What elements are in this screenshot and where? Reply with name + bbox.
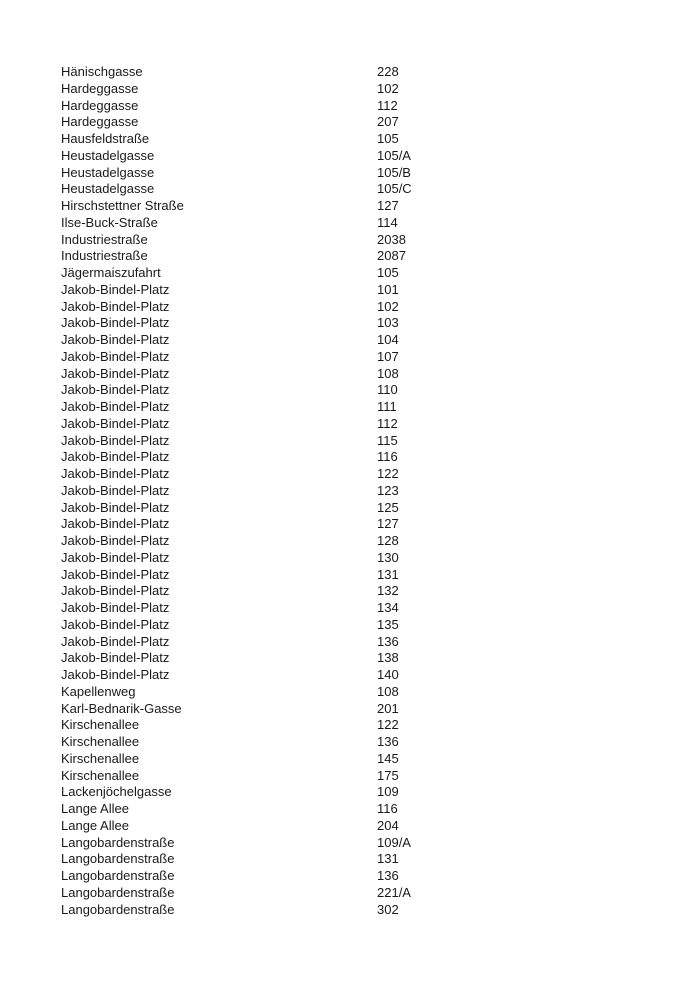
house-number: 115 (377, 432, 398, 448)
address-row (61, 734, 680, 751)
address-row (61, 399, 680, 416)
street-name: Jakob-Bindel-Platz (61, 650, 170, 666)
house-number: 175 (377, 767, 399, 783)
address-row (61, 751, 680, 768)
address-row (61, 181, 680, 198)
house-number: 112 (377, 97, 398, 113)
street-name: Hardeggasse (61, 97, 139, 113)
house-number: 128 (377, 533, 399, 548)
house-number: 105 (377, 265, 399, 280)
address-row (61, 717, 680, 734)
street-name: Jakob-Bindel-Platz (61, 348, 170, 364)
street-name: Jakob-Bindel-Platz (61, 466, 170, 481)
street-name: Jakob-Bindel-Platz (61, 533, 170, 548)
street-name: Jakob-Bindel-Platz (61, 566, 170, 582)
house-number: 131 (377, 851, 399, 867)
house-number: 116 (377, 449, 398, 465)
house-number: 109/A (377, 834, 411, 850)
address-row (61, 449, 680, 466)
address-row (61, 64, 680, 81)
street-name: Hardeggasse (61, 114, 139, 130)
house-number: 207 (377, 114, 399, 130)
house-number: 109 (377, 784, 399, 800)
house-number: 136 (377, 734, 399, 749)
street-name: Hardeggasse (61, 80, 139, 96)
house-number: 105/A (377, 147, 411, 163)
house-number: 108 (377, 365, 399, 381)
street-name: Jakob-Bindel-Platz (61, 365, 170, 381)
house-number: 228 (377, 64, 399, 79)
house-number: 136 (377, 868, 399, 883)
address-row (61, 131, 680, 148)
house-number: 130 (377, 549, 399, 565)
house-number: 111 (377, 399, 397, 414)
street-name: Jakob-Bindel-Platz (61, 633, 170, 649)
house-number: 116 (377, 801, 398, 816)
house-number: 131 (377, 566, 399, 582)
street-name: Jakob-Bindel-Platz (61, 281, 170, 297)
address-row (61, 366, 680, 383)
address-row (61, 315, 680, 332)
house-number: 105/C (377, 181, 412, 197)
address-row (61, 634, 680, 651)
street-name: Kirschenallee (61, 767, 140, 783)
address-row (61, 684, 680, 701)
address-row (61, 98, 680, 115)
street-name: Lackenjöchelgasse (61, 784, 172, 800)
street-name: Langobardenstraße (61, 851, 175, 867)
house-number: 134 (377, 600, 399, 615)
address-row (61, 902, 680, 919)
street-name: Langobardenstraße (61, 868, 175, 883)
house-number: 112 (377, 415, 398, 431)
address-row (61, 818, 680, 835)
house-number: 132 (377, 583, 399, 599)
address-row (61, 617, 680, 634)
street-name: Jakob-Bindel-Platz (61, 616, 170, 632)
address-row (61, 332, 680, 349)
address-list (61, 64, 680, 918)
address-row (61, 265, 680, 282)
address-row (61, 701, 680, 718)
street-name: Langobardenstraße (61, 901, 175, 917)
street-name: Langobardenstraße (61, 834, 175, 850)
street-name: Heustadelgasse (61, 181, 155, 197)
street-name: Langobardenstraße (61, 884, 175, 900)
street-name: Jakob-Bindel-Platz (61, 667, 170, 682)
street-name: Hirschstettner Straße (61, 198, 184, 213)
street-name: Kirschenallee (61, 734, 140, 749)
address-row (61, 349, 680, 366)
street-name: Industriestraße (61, 248, 148, 264)
street-name: Jakob-Bindel-Platz (61, 432, 170, 448)
address-row (61, 868, 680, 885)
house-number: 122 (377, 466, 399, 481)
house-number: 105/B (377, 164, 411, 180)
address-row (61, 784, 680, 801)
address-row (61, 667, 680, 684)
street-name: Hausfeldstraße (61, 131, 150, 146)
house-number: 101 (377, 281, 399, 297)
house-number: 102 (377, 80, 399, 96)
address-row (61, 483, 680, 500)
house-number: 103 (377, 315, 399, 331)
house-number: 114 (377, 214, 398, 230)
street-name: Karl-Bednarik-Gasse (61, 700, 182, 716)
house-number: 135 (377, 616, 399, 632)
street-name: Heustadelgasse (61, 164, 155, 180)
address-row (61, 650, 680, 667)
street-name: Heustadelgasse (61, 147, 155, 163)
street-name: Jakob-Bindel-Platz (61, 332, 170, 347)
address-row (61, 851, 680, 868)
address-row (61, 835, 680, 852)
address-row (61, 466, 680, 483)
house-number: 138 (377, 650, 399, 666)
street-name: Lange Allee (61, 817, 129, 833)
address-row (61, 885, 680, 902)
street-name: Industriestraße (61, 231, 148, 247)
address-row (61, 282, 680, 299)
street-name: Jakob-Bindel-Platz (61, 399, 170, 414)
street-name: Kirschenallee (61, 750, 140, 766)
address-row (61, 801, 680, 818)
address-row (61, 148, 680, 165)
house-number: 105 (377, 131, 399, 146)
street-name: Lange Allee (61, 801, 129, 816)
street-name: Jägermaiszufahrt (61, 265, 161, 280)
address-row (61, 299, 680, 316)
address-row (61, 433, 680, 450)
street-name: Jakob-Bindel-Platz (61, 482, 170, 498)
address-row (61, 516, 680, 533)
house-number: 104 (377, 332, 399, 347)
street-name: Jakob-Bindel-Platz (61, 415, 170, 431)
house-number: 145 (377, 750, 399, 766)
street-name: Jakob-Bindel-Platz (61, 382, 170, 398)
house-number: 201 (377, 700, 399, 716)
address-row (61, 165, 680, 182)
house-number: 127 (377, 516, 399, 532)
street-name: Jakob-Bindel-Platz (61, 583, 170, 599)
house-number: 127 (377, 198, 399, 213)
house-number: 123 (377, 482, 399, 498)
street-name: Jakob-Bindel-Platz (61, 298, 170, 314)
street-name: Hänischgasse (61, 64, 143, 79)
address-row (61, 600, 680, 617)
address-row (61, 416, 680, 433)
house-number: 122 (377, 717, 399, 733)
address-row (61, 768, 680, 785)
house-number: 302 (377, 901, 399, 917)
address-row (61, 500, 680, 517)
address-row (61, 382, 680, 399)
address-row (61, 114, 680, 131)
address-row (61, 198, 680, 215)
street-name: Jakob-Bindel-Platz (61, 516, 170, 532)
house-number: 2038 (377, 231, 406, 247)
street-name: Jakob-Bindel-Platz (61, 315, 170, 331)
street-name: Ilse-Buck-Straße (61, 214, 158, 230)
address-row (61, 550, 680, 567)
house-number: 110 (377, 382, 398, 398)
house-number: 2087 (377, 248, 406, 264)
address-row (61, 583, 680, 600)
house-number: 204 (377, 817, 399, 833)
address-row (61, 567, 680, 584)
street-name: Kapellenweg (61, 683, 136, 699)
house-number: 221/A (377, 884, 411, 900)
street-name: Jakob-Bindel-Platz (61, 549, 170, 565)
street-name: Jakob-Bindel-Platz (61, 600, 170, 615)
house-number: 107 (377, 348, 399, 364)
house-number: 140 (377, 667, 399, 682)
house-number: 102 (377, 298, 399, 314)
house-number: 108 (377, 683, 399, 699)
house-number: 136 (377, 633, 399, 649)
address-row (61, 81, 680, 98)
street-name: Jakob-Bindel-Platz (61, 499, 170, 515)
house-number: 125 (377, 499, 399, 515)
address-row (61, 232, 680, 249)
address-row (61, 533, 680, 550)
street-name: Kirschenallee (61, 717, 140, 733)
address-row (61, 215, 680, 232)
street-name: Jakob-Bindel-Platz (61, 449, 170, 465)
address-row (61, 248, 680, 265)
